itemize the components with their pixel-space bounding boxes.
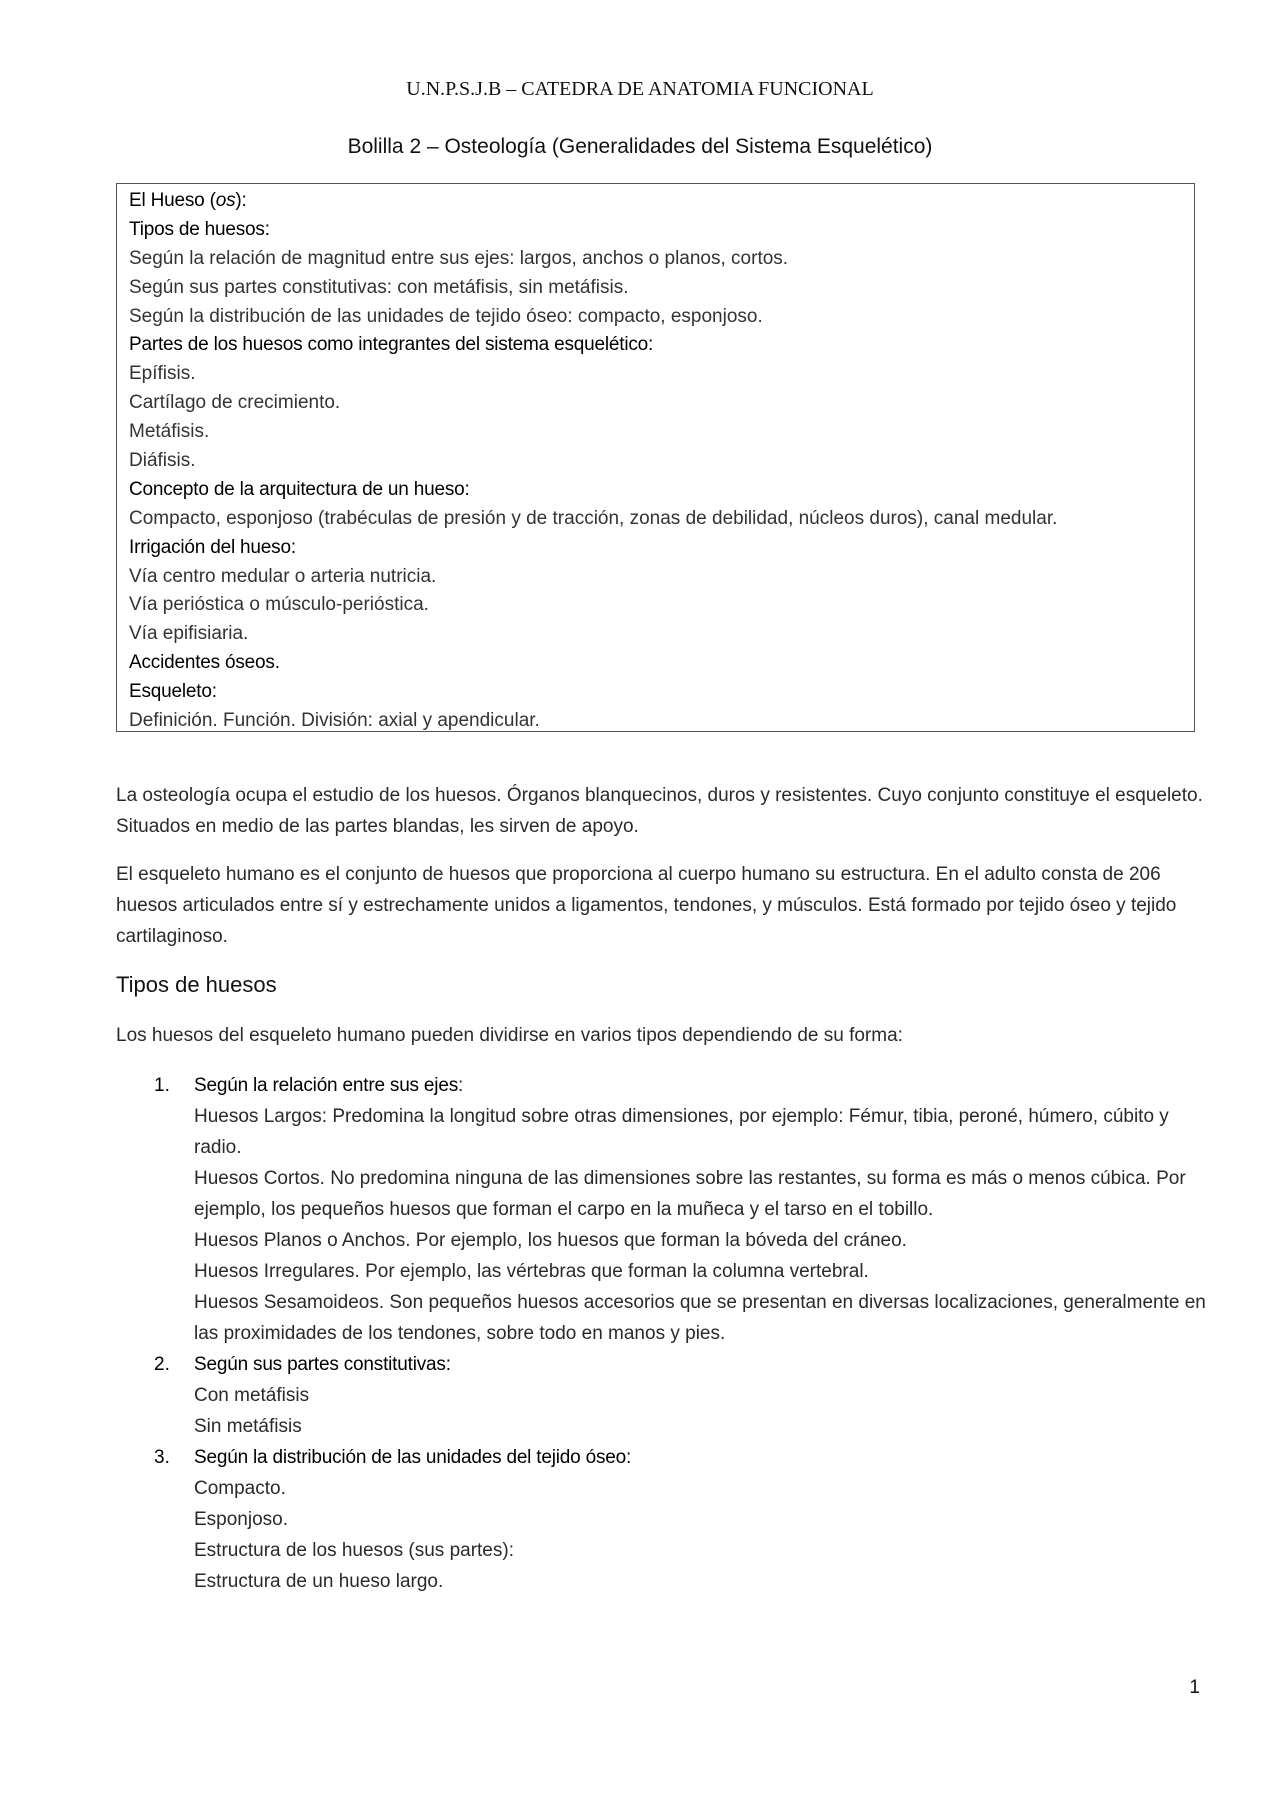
bone-types-list <box>116 1070 1206 1597</box>
list-heading-text: Según la distribución de las unidades del tejido óseo: <box>194 1447 632 1468</box>
box-heading-partes: Partes de los huesos como integrantes del sistema esquelético: <box>129 334 654 356</box>
box-line: Metáfisis. <box>129 421 210 443</box>
list-item <box>116 1349 1206 1442</box>
list-sub-line: Estructura de un hueso largo. <box>194 1571 444 1592</box>
section-heading: Tipos de huesos <box>116 972 277 997</box>
box-line: Definición. Función. División: axial y apendicular. <box>129 710 540 732</box>
intro-paragraph: La osteología ocupa el estudio de los huesos. Órganos blanquecinos, duros y resistentes. Cuyo conjunto constituye el esqueleto. Situados en medio de las partes blandas, les sirven de apoyo. <box>116 785 1203 837</box>
box-heading-tipos: Tipos de huesos: <box>129 218 270 240</box>
list-heading-text: Según sus partes constitutivas: <box>194 1354 451 1375</box>
list-sub-line: Esponjoso. <box>194 1509 289 1530</box>
list-number: 1. <box>154 1075 170 1096</box>
page-number: 1 <box>1189 1677 1200 1698</box>
hueso-prefix: El Hueso ( <box>129 190 216 211</box>
list-number: 2. <box>154 1354 170 1375</box>
box-line: Vía perióstica o músculo-perióstica. <box>129 594 429 616</box>
box-line: Vía centro medular o arteria nutricia. <box>129 565 437 587</box>
intro-paragraph: El esqueleto humano es el conjunto de huesos que proporciona al cuerpo humano su estructura. En el adulto consta de 206 huesos articulados entre sí y estrechamente unidos a ligamentos, tendones, y músculos. Está formado por tejido óseo y tejido cartilaginoso. <box>116 864 1177 947</box>
list-sub-line: Compacto. <box>194 1478 286 1499</box>
list-item-heading <box>194 1349 1206 1380</box>
document-title: Bolilla 2 – Osteología (Generalidades del Sistema Esquelético) <box>347 135 933 158</box>
box-line: Compacto, esponjoso (trabéculas de presión y de tracción, zonas de debilidad, núcleos duros), canal medular. <box>129 507 1058 529</box>
hueso-suffix: ): <box>235 190 247 211</box>
list-number: 3. <box>154 1447 170 1468</box>
box-line: Según la distribución de las unidades de tejido óseo: compacto, esponjoso. <box>129 305 763 327</box>
list-sub-line: Huesos Sesamoideos. Son pequeños huesos accesorios que se presentan en diversas localizaciones, generalmente en las proximidades de los tendones, sobre todo en manos y pies. <box>194 1292 1206 1344</box>
list-sub-line: Huesos Cortos. No predomina ninguna de las dimensiones sobre las restantes, su forma es más o menos cúbica. Por ejemplo, los pequeños huesos que forman el carpo en la muñeca y el tarso en el tobillo. <box>194 1168 1186 1220</box>
list-sub-line: Estructura de los huesos (sus partes): <box>194 1540 514 1561</box>
section-intro: Los huesos del esqueleto humano pueden dividirse en varios tipos dependiendo de su forma: <box>116 1025 903 1046</box>
list-heading-suffix: : <box>458 1075 464 1096</box>
list-item <box>116 1070 1206 1349</box>
box-heading-arquitectura: Concepto de la arquitectura de un hueso: <box>129 478 470 500</box>
list-sub-line: Sin metáfisis <box>194 1416 302 1437</box>
box-line: Epífisis. <box>129 363 196 385</box>
box-heading-accidentes: Accidentes óseos. <box>129 652 280 674</box>
page-header: U.N.P.S.J.B – CATEDRA DE ANATOMIA FUNCIONAL <box>406 78 874 100</box>
box-line: Vía epifisiaria. <box>129 623 249 645</box>
list-item-heading <box>194 1442 1206 1473</box>
box-line: Cartílago de crecimiento. <box>129 392 341 414</box>
box-line: Diáfisis. <box>129 450 196 472</box>
box-line: Según la relación de magnitud entre sus ejes: largos, anchos o planos, cortos. <box>129 247 789 269</box>
hueso-latin-term: os <box>215 190 236 211</box>
box-heading-hueso <box>129 187 1184 216</box>
list-heading-text: Según la relación entre sus ejes <box>194 1075 458 1096</box>
list-sub-line: Huesos Irregulares. Por ejemplo, las vértebras que forman la columna vertebral. <box>194 1261 869 1282</box>
list-sub-line: Con metáfisis <box>194 1385 310 1406</box>
list-sub-line: Huesos Planos o Anchos. Por ejemplo, los huesos que forman la bóveda del cráneo. <box>194 1230 907 1251</box>
list-item <box>116 1442 1206 1597</box>
box-heading-esqueleto: Esqueleto: <box>129 681 217 703</box>
list-item-heading <box>194 1070 1206 1101</box>
box-heading-irrigacion: Irrigación del hueso: <box>129 536 296 558</box>
syllabus-box <box>116 183 1195 732</box>
list-sub-line: Huesos Largos: Predomina la longitud sobre otras dimensiones, por ejemplo: Fémur, tibia, peroné, húmero, cúbito y radio. <box>194 1106 1169 1158</box>
box-line: Según sus partes constitutivas: con metáfisis, sin metáfisis. <box>129 276 629 298</box>
